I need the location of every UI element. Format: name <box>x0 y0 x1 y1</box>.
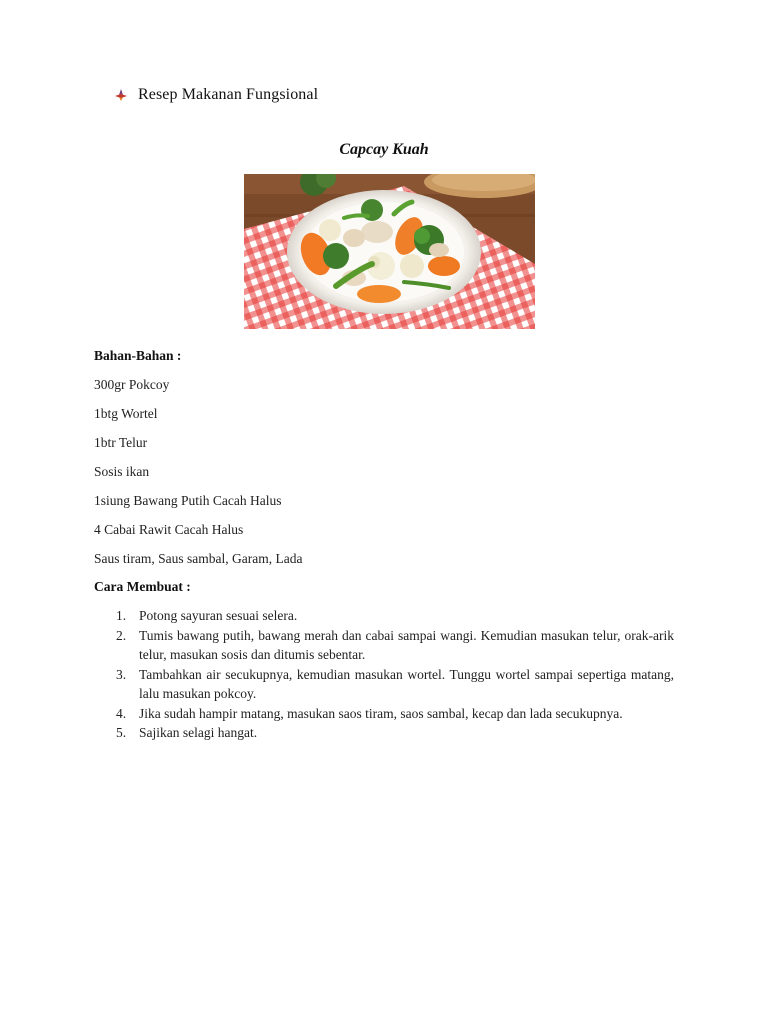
step-item <box>94 606 674 626</box>
step-text: Sajikan selagi hangat. <box>139 725 258 740</box>
step-item <box>94 723 674 743</box>
step-number: 5. <box>116 725 127 740</box>
step-text: Tambahkan air secukupnya, kemudian masukan wortel. Tunggu wortel sampai sepertiga matang, lalu masukan pokcoy. <box>139 666 674 701</box>
ingredient-item: 1siung Bawang Putih Cacah Halus <box>94 493 282 508</box>
step-text: Potong sayuran sesuai selera. <box>139 608 298 623</box>
recipe-title: Capcay Kuah <box>339 141 429 158</box>
section-heading-text: Resep Makanan Fungsional <box>138 86 319 103</box>
step-text: Jika sudah hampir matang, masukan saos tiram, saos sambal, kecap dan lada secukupnya. <box>139 705 623 721</box>
diamond-bullet-icon <box>114 88 128 102</box>
step-number: 1. <box>116 608 127 623</box>
step-item <box>94 704 674 724</box>
ingredients-label: Bahan-Bahan : <box>94 348 182 363</box>
steps-list <box>94 606 674 743</box>
ingredient-item: Saus tiram, Saus sambal, Garam, Lada <box>94 551 303 566</box>
capcay-dish-photo <box>244 174 535 329</box>
ingredient-item: 4 Cabai Rawit Cacah Halus <box>94 522 244 537</box>
step-number: 3. <box>116 666 127 682</box>
ingredient-item: 1btg Wortel <box>94 406 158 421</box>
method-label: Cara Membuat : <box>94 579 191 594</box>
section-heading <box>114 86 318 104</box>
step-number: 4. <box>116 705 127 721</box>
step-text: Tumis bawang putih, bawang merah dan cabai sampai wangi. Kemudian masukan telur, orak-arik telur, masukan sosis dan ditumis sebentar. <box>139 627 674 662</box>
ingredient-item: 300gr Pokcoy <box>94 377 170 392</box>
ingredient-item: Sosis ikan <box>94 464 150 479</box>
ingredient-item: 1btr Telur <box>94 435 148 450</box>
step-item <box>94 626 674 665</box>
step-number: 2. <box>116 627 127 643</box>
step-item <box>94 665 674 704</box>
